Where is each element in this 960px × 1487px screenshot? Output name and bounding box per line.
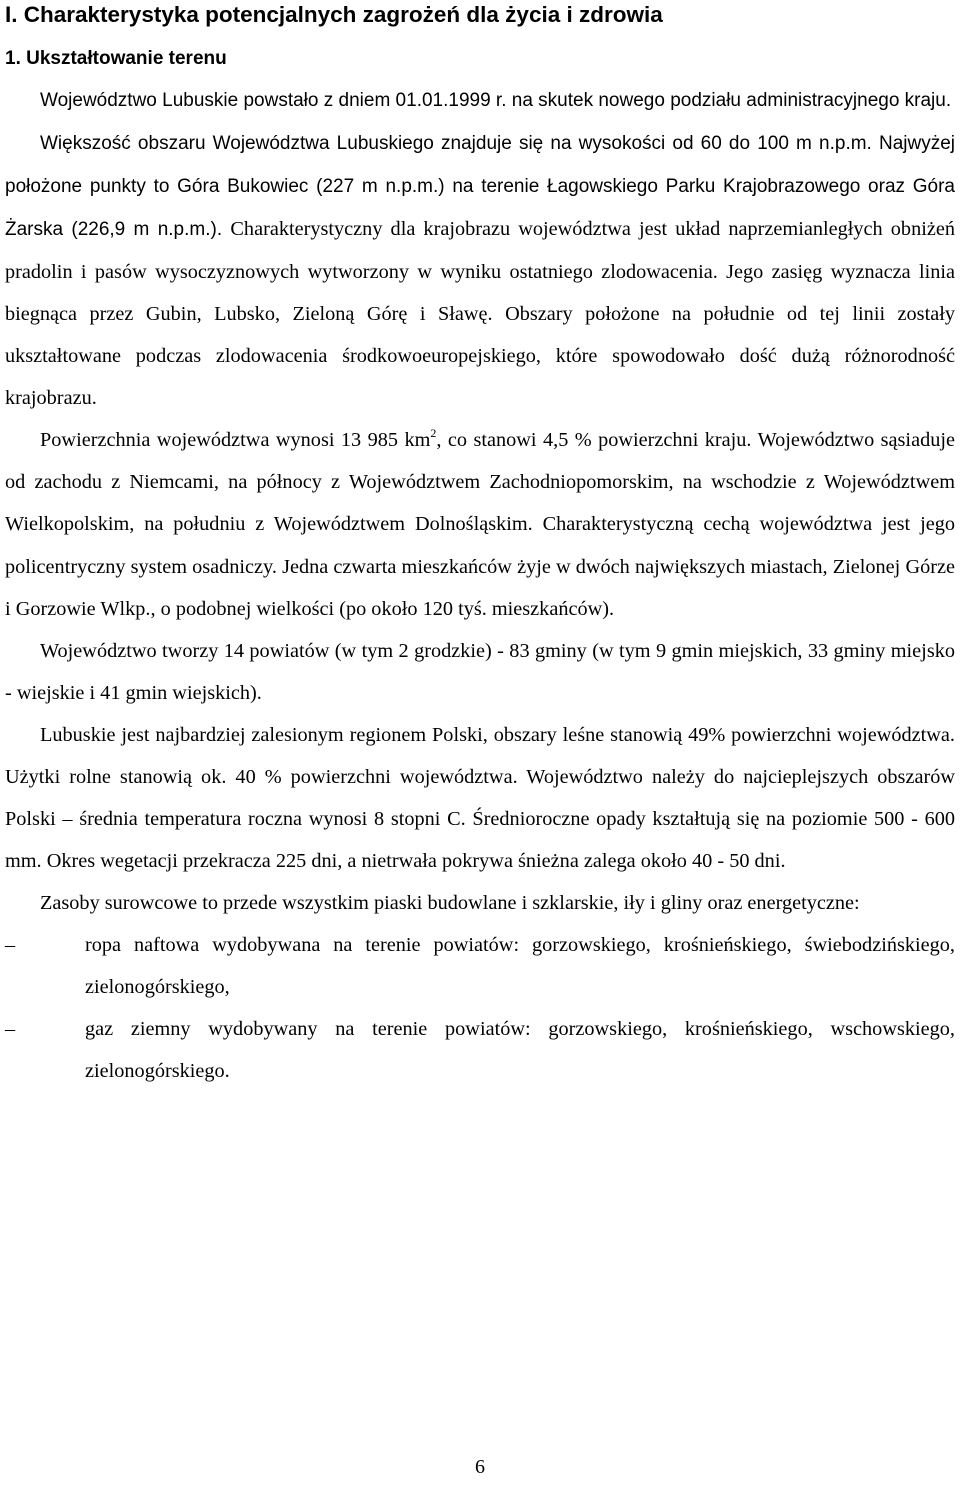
list-item-text: gaz ziemny wydobywany na terenie powiatów: gorzowskiego, krośnieńskiego, wschowskiego, zielonogórskiego. <box>85 1018 955 1083</box>
list-item-text: ropa naftowa wydobywana na terenie powiatów: gorzowskiego, krośnieńskiego, świebodzińskiego, zielonogórskiego, <box>85 933 955 998</box>
list-item <box>5 924 955 1008</box>
section-heading: I. Charakterystyka potencjalnych zagrożeń dla życia i zdrowia <box>5 2 663 27</box>
paragraph-2-text-b: Charakterystyczny dla krajobrazu województwa jest układ naprzemianległych obniżeń pradolin i pasów wysoczyznowych wytworzony w wyniku ostatniego zlodowacenia. Jego zasięg wyznacza linia biegnąca przez Gubin, Lubsko, Zieloną Górę i Sławę. Obszary położone na południe od tej linii zostały ukształtowane podczas zlodowacenia środkowoeuropejskiego, które spowodowało dość dużą różnorodność krajobrazu. <box>5 218 955 410</box>
page-number: 6 <box>475 1456 485 1478</box>
paragraph-2-text-a: Większość obszaru Województwa Lubuskiego znajduje się na wysokości od 60 do 100 m n.p.m. Najwyżej położone punkty to Góra Bukowiec (227 m n.p.m.) na terenie Łagowskiego Parku Krajobrazowego oraz Góra Żarska (226,9 m n.p.m.). <box>5 133 955 241</box>
paragraph-1-text: Województwo Lubuskie powstało z dniem 01.01.1999 r. na skutek nowego podziału administracyjnego kraju. <box>40 90 952 111</box>
dash-bullet: – <box>5 933 16 956</box>
paragraph-3-text-a: Powierzchnia województwa wynosi 13 985 km <box>40 429 431 452</box>
list-item <box>5 1008 955 1092</box>
paragraph-4-text: Województwo tworzy 14 powiatów (w tym 2 grodzkie) - 83 gminy (w tym 9 gmin miejskich, 33 gminy miejsko - wiejskie i 41 gmin wiejskich). <box>5 639 955 704</box>
subsection-heading: 1. Ukształtowanie terenu <box>5 48 227 69</box>
paragraph-2 <box>5 122 955 419</box>
paragraph-6-text: Zasoby surowcowe to przede wszystkim piaski budowlane i szklarskie, iły i gliny oraz energetyczne: <box>40 891 860 914</box>
resource-list <box>5 924 955 1092</box>
superscript: 2 <box>430 426 437 441</box>
paragraph-5 <box>5 714 955 882</box>
paragraph-3 <box>5 419 955 629</box>
paragraph-6 <box>5 882 955 924</box>
paragraph-1 <box>5 80 955 122</box>
paragraph-5-text: Lubuskie jest najbardziej zalesionym regionem Polski, obszary leśne stanowią 49% powierzchni województwa. Użytki rolne stanowią ok. 40 % powierzchni województwa. Województwo należy do najcieplejszych obszarów Polski – średnia temperatura roczna wynosi 8 stopni C. Średnioroczne opady kształtują się na poziomie 500 - 600 mm. Okres wegetacji przekracza 225 dni, a nietrwała pokrywa śnieżna zalega około 40 - 50 dni. <box>5 723 955 872</box>
dash-bullet: – <box>5 1018 16 1041</box>
paragraph-4 <box>5 630 955 714</box>
document-body <box>5 80 955 1092</box>
paragraph-3-text-b: , co stanowi 4,5 % powierzchni kraju. Województwo sąsiaduje od zachodu z Niemcami, na północy z Województwem Zachodniopomorskim, na wschodzie z Województwem Wielkopolskim, na południu z Województwem Dolnośląskim. Charakterystyczną cechą województwa jest jego policentryczny system osadniczy. Jedna czwarta mieszkańców żyje w dwóch największych miastach, Zielonej Górze i Gorzowie Wlkp., o podobnej wielkości (po około 120 tyś. mieszkańców). <box>5 429 955 620</box>
